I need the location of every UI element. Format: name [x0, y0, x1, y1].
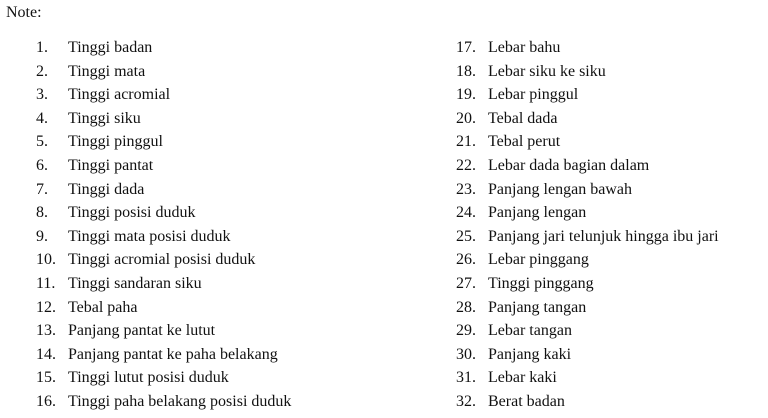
item-label: Lebar dada bagian dalam: [488, 156, 650, 174]
item-number: 28.: [456, 298, 476, 316]
item-number: 15.: [36, 369, 56, 387]
item-label: Lebar pinggang: [488, 251, 589, 269]
item-label: Tinggi mata: [68, 62, 146, 80]
item-number: 7.: [36, 180, 48, 198]
item-label: Tinggi acromial: [68, 86, 171, 104]
item-number: 18.: [456, 62, 476, 80]
item-number: 27.: [456, 274, 476, 292]
item-number: 32.: [456, 392, 476, 410]
item-number: 4.: [36, 109, 48, 127]
item-number: 25.: [456, 227, 476, 245]
item-label: Panjang pantat ke lutut: [68, 322, 216, 340]
item-label: Lebar tangan: [488, 322, 572, 340]
item-label: Tinggi paha belakang posisi duduk: [68, 392, 292, 410]
item-label: Tinggi mata posisi duduk: [68, 227, 231, 245]
item-label: Tinggi pantat: [68, 156, 154, 174]
item-label: Lebar bahu: [488, 39, 561, 56]
item-label: Lebar pinggul: [488, 86, 579, 104]
item-label: Lebar kaki: [488, 369, 557, 387]
item-number: 17.: [456, 39, 476, 56]
item-number: 31.: [456, 369, 476, 387]
item-label: Tinggi badan: [68, 39, 153, 56]
item-number: 8.: [36, 204, 48, 222]
item-label: Lebar siku ke siku: [488, 62, 606, 80]
item-number: 13.: [36, 322, 56, 340]
item-label: Tinggi pinggul: [68, 133, 163, 151]
item-number: 29.: [456, 322, 476, 340]
item-number: 21.: [456, 133, 476, 151]
item-number: 6.: [36, 156, 48, 174]
item-number: 19.: [456, 86, 476, 104]
item-number: 16.: [36, 392, 56, 410]
item-number: 24.: [456, 204, 476, 222]
item-number: 26.: [456, 251, 476, 269]
item-label: Panjang lengan bawah: [488, 180, 632, 198]
item-number: 1.: [36, 39, 48, 56]
item-number: 3.: [36, 86, 48, 104]
item-label: Tebal paha: [68, 298, 138, 316]
item-label: Tebal dada: [488, 109, 558, 127]
note-title: Note:: [6, 4, 42, 21]
item-label: Tinggi acromial posisi duduk: [68, 251, 256, 269]
item-label: Panjang jari telunjuk hingga ibu jari: [488, 227, 719, 245]
item-label: Berat badan: [488, 392, 565, 410]
item-label: Tinggi posisi duduk: [68, 204, 196, 222]
item-label: Tinggi dada: [68, 180, 145, 198]
item-label: Panjang kaki: [488, 345, 572, 363]
item-label: Tebal perut: [488, 133, 561, 151]
item-number: 20.: [456, 109, 476, 127]
item-label: Tinggi pinggang: [488, 274, 594, 292]
item-number: 23.: [456, 180, 476, 198]
item-number: 11.: [36, 274, 56, 292]
item-number: 5.: [36, 133, 48, 151]
item-number: 9.: [36, 227, 48, 245]
item-number: 10.: [36, 251, 56, 269]
item-label: Panjang pantat ke paha belakang: [68, 345, 278, 363]
item-label: Tinggi lutut posisi duduk: [68, 369, 229, 387]
item-number: 2.: [36, 62, 48, 80]
item-label: Panjang lengan: [488, 204, 587, 222]
item-number: 30.: [456, 345, 476, 363]
item-number: 14.: [36, 345, 56, 363]
item-label: Tinggi sandaran siku: [68, 274, 202, 292]
item-number: 12.: [36, 298, 56, 316]
item-number: 22.: [456, 156, 476, 174]
item-label: Tinggi siku: [68, 109, 141, 127]
item-label: Panjang tangan: [488, 298, 587, 316]
